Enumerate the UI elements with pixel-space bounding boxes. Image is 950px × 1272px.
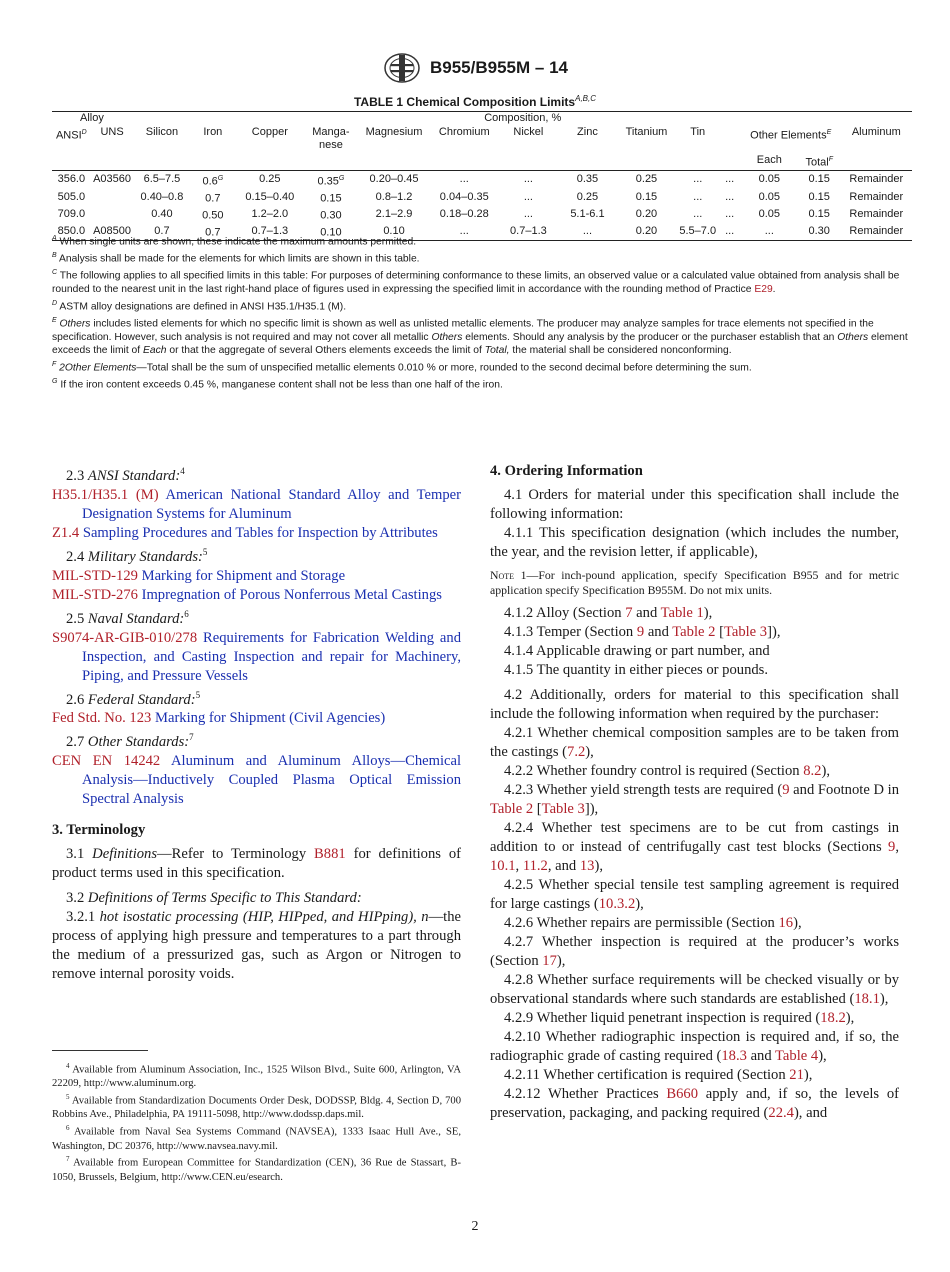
cell-zinc: 0.25 — [576, 190, 599, 203]
paragraph-4-2-7: 4.2.7 Whether inspection is required at the producer’s works (Section 17), — [490, 934, 899, 969]
paragraph-3-2-1: 3.2.1 hot isostatic processing (HIP, HIPped, and HIPping), n—the process of applying high pressure and temperatures to a part through the medium of a pressurized gas, such as Argon or Nitrogen to remove internal porosity voids. — [52, 909, 461, 983]
cell-each: 0.05 — [758, 173, 781, 186]
paragraph-4-2-11: 4.2.11 Whether certification is required (Section 21), — [504, 1067, 813, 1083]
cell-chromium: 0.18–0.28 — [439, 207, 489, 220]
cell-tin: ... — [693, 207, 703, 220]
header-chromium: Chromium — [438, 125, 490, 138]
left-column — [52, 462, 461, 984]
cell-ansi: 356.0 — [57, 173, 86, 186]
cell-chromium: ... — [459, 173, 469, 186]
cell-copper: 0.15–0.40 — [245, 190, 295, 203]
paragraph-4-1-1: 4.1.1 This specification designation (which includes the number, the year, and the revision letter, if applicable), — [490, 525, 899, 560]
cell-iron: 0.7 — [190, 223, 235, 241]
cell-zinc: 5.1-6.1 — [570, 207, 605, 220]
link-16[interactable]: 16 — [778, 915, 794, 931]
table-footnote-a: $^A$ When single units are shown, these indicate the maximum amounts permitted. — [52, 235, 417, 248]
section-3-heading: 3. Terminology — [52, 822, 146, 839]
footnote-divider — [52, 1050, 148, 1051]
table-title-sup: A,B,C — [575, 94, 597, 103]
paragraph-4-2-10: 4.2.10 Whether radiographic inspection is required and, if so, the radiographic grade of casting required (18.3 and Table 4), — [490, 1029, 899, 1064]
cell-manganese: 0.10 — [304, 223, 357, 241]
table-column-header — [52, 126, 912, 153]
paragraph-4-2-9: 4.2.9 Whether liquid penetrant inspection is required (18.2), — [504, 1010, 855, 1026]
link-table-1[interactable]: Table 1 — [660, 605, 704, 621]
paragraph-3-1: 3.1 Definitions—Refer to Terminology B881 for definitions of product terms used in this specification. — [52, 846, 461, 882]
cell-aluminum: Remainder — [849, 190, 904, 203]
link-s9074[interactable]: S9074-AR-GIB-010/278 — [52, 629, 198, 646]
cell-blank: ... — [718, 223, 740, 241]
header-uns: UNS — [100, 125, 124, 138]
header-iron: Iron — [203, 125, 223, 138]
cell-titanium: 0.20 — [635, 207, 658, 220]
table-footnote-d: $^D$ ASTM alloy designations are defined in ANSI H35.1/H35.1 (M). — [52, 299, 347, 313]
paragraph-4-1: 4.1 Orders for material under this specification shall include the following information: — [490, 487, 899, 522]
table-row — [52, 206, 912, 223]
cell-each: 0.05 — [758, 207, 781, 220]
cell-magnesium: 0.10 — [357, 223, 430, 241]
link-h35[interactable]: H35.1/H35.1 (M) — [52, 486, 159, 503]
cell-blank: ... — [725, 207, 735, 220]
table-footnote-f: $^F$ 2Other Elements—Total shall be the sum of unspecified metallic elements 0.010 % or more, rounded to the second decimal before determining the sum. — [52, 360, 752, 374]
cell-silicon: 0.7 — [133, 223, 190, 241]
header-tin: Tin — [690, 125, 706, 138]
paragraph-4-2-8: 4.2.8 Whether surface requirements will be checked visually or by observational standards where such standards are established (18.1), — [490, 972, 899, 1007]
header-each: Each — [741, 153, 798, 171]
link-18-3[interactable]: 18.3 — [721, 1048, 747, 1064]
table-footnotes — [52, 232, 912, 392]
cell-total: 0.15 — [808, 207, 830, 220]
cell-silicon: 6.5–7.5 — [143, 173, 181, 186]
header-nickel: Nickel — [513, 125, 544, 138]
cell-aluminum: Remainder — [841, 223, 912, 241]
cell-titanium: 0.25 — [635, 173, 658, 186]
link-9[interactable]: 9 — [888, 839, 896, 855]
cell-nickel: ... — [523, 190, 533, 203]
link-z14[interactable]: Z1.4 — [52, 524, 80, 541]
page-header — [0, 52, 950, 84]
cell-ansi: 505.0 — [57, 190, 86, 203]
cell-tin: 5.5–7.0 — [677, 223, 718, 241]
cell-aluminum: Remainder — [849, 173, 904, 186]
page-footnote-5: $^5$ Available from Standardization Documents Order Desk, DODSSP, Bldg. 4, Section D, 700 Robbins Ave., Philadelphia, PA 19111-5098, http://www.dodssp.daps.mil. — [52, 1093, 461, 1121]
paragraph-4-2-4: 4.2.4 Whether test specimens are to be cut from castings in addition to or instead of centrifugally cast test blocks (Sections 9, 10.1, 11.2, and 13), — [490, 820, 899, 874]
cell-silicon: 0.40 — [151, 207, 173, 220]
cell-total: 0.30 — [798, 223, 841, 241]
link-table-2[interactable]: Table 2 — [672, 624, 716, 640]
link-11-2[interactable]: 11.2 — [522, 858, 548, 874]
link-9[interactable]: 9 — [782, 782, 790, 798]
cell-tin: ... — [693, 173, 703, 186]
link-8-2[interactable]: 8.2 — [803, 763, 822, 779]
paragraph-4-2-12: 4.2.12 Whether Practices B660 apply and, if so, the levels of preservation, packaging, and packing required (22.4), and — [490, 1086, 900, 1121]
cell-total: 0.15 — [808, 173, 830, 186]
cell-manganese: $0.35^G$ — [317, 174, 345, 188]
table-group-header — [52, 112, 912, 126]
page-footnote-6: $^6$ Available from Naval Sea Systems Command (NAVSEA), 1333 Isaac Hull Ave., SE, Washington, DC 20376, http://www.navsea.navy.mil. — [52, 1124, 461, 1152]
header-silicon: Silicon — [145, 125, 179, 138]
paragraph-4-1-5: 4.1.5 The quantity in either pieces or pounds. — [504, 662, 768, 678]
cell-ansi: 709.0 — [57, 207, 86, 220]
reference-fed-std-123: Fed Std. No. 123 Marking for Shipment (Civil Agencies) — [52, 710, 386, 727]
link-table-4[interactable]: Table 4 — [775, 1048, 819, 1064]
cell-aluminum: Remainder — [849, 207, 904, 220]
table-row — [52, 189, 912, 206]
header-composition: Composition, % — [133, 112, 912, 126]
link-section-7[interactable]: 7 — [625, 605, 633, 621]
cell-uns — [91, 206, 134, 223]
cell-each: ... — [741, 223, 798, 241]
cell-magnesium: 0.20–0.45 — [369, 173, 419, 186]
cell-blank: ... — [725, 190, 735, 203]
cell-blank: ... — [725, 173, 735, 186]
cell-manganese: 0.30 — [320, 209, 342, 222]
cell-uns — [91, 189, 134, 206]
link-table-2[interactable]: Table 2 — [490, 801, 534, 817]
section-4-heading: 4. Ordering Information — [490, 463, 643, 479]
header-copper: Copper — [251, 125, 288, 138]
cell-magnesium: 2.1–2.9 — [375, 207, 413, 220]
header-manganese: Manga- nese — [312, 125, 350, 151]
paragraph-4-2-2: 4.2.2 Whether foundry control is required (Section 8.2), — [504, 763, 830, 779]
paragraph-4-2-1: 4.2.1 Whether chemical composition samples are to be taken from the castings (7.2), — [490, 725, 899, 760]
cell-tin: ... — [693, 190, 703, 203]
cell-iron: $0.6^G$ — [202, 174, 224, 188]
table-title-text: TABLE 1 Chemical Composition Limits — [353, 95, 576, 109]
cell-total: 0.15 — [808, 190, 830, 203]
link-b660[interactable]: B660 — [666, 1086, 699, 1102]
link-10-3-2[interactable]: 10.3.2 — [598, 896, 636, 912]
cell-copper: 1.2–2.0 — [251, 207, 289, 220]
table-subheader — [52, 153, 912, 171]
link-b881[interactable]: B881 — [314, 846, 346, 863]
note-1: Note 1—For inch-pound application, specify Specification B955 and for metric application specify Specification B955M. Do not mix units. — [490, 568, 899, 597]
table-footnote-g: $^G$ If the iron content exceeds 0.45 %, manganese content shall not be less than one half of the iron. — [52, 377, 503, 391]
cell-nickel: ... — [523, 207, 533, 220]
cell-copper: 0.25 — [259, 173, 281, 186]
document-id: B955/B955M – 14 — [430, 58, 568, 77]
link-e29[interactable]: E29 — [754, 284, 773, 296]
cell-magnesium: 0.8–1.2 — [375, 190, 413, 203]
cell-uns: A03560 — [93, 173, 132, 186]
header-magnesium: Magnesium — [365, 125, 423, 138]
reference-mil-std-276: MIL-STD-276 Impregnation of Porous Nonferrous Metal Castings — [52, 586, 442, 603]
link-mil-std-129[interactable]: MIL-STD-129 — [52, 567, 138, 584]
link-13[interactable]: 13 — [579, 858, 595, 874]
page-footnote-7: $^7$ Available from European Committee for Standardization (CEN), 36 Rue de Stassart, B-1050, Brussels, Belgium, http://www.CEN.eu/esearch. — [52, 1155, 461, 1183]
table-footnote-c: $^C$ The following applies to all specified limits in this table: For purposes of determining conformance to these limits, an observed value or a calculated value obtained from analysis shall be rounded to the nearest unit in the last right-hand place of figures used in expressing the specified limit in accordance with the rounding method of Practice E29. — [52, 269, 900, 296]
paragraph-4-2-3: 4.2.3 Whether yield strength tests are required (9 and Footnote D in Table 2 [Table 3]), — [490, 782, 900, 817]
reference-s9074: S9074-AR-GIB-010/278 Requirements for Fabrication Welding and Inspection, and Casting Inspection and repair for Machinery, Piping, and Pressure Vessels — [52, 629, 461, 684]
link-mil-std-276[interactable]: MIL-STD-276 — [52, 586, 138, 603]
paragraph-4-1-4: 4.1.4 Applicable drawing or part number, and — [504, 643, 770, 659]
cell-chromium: ... — [431, 223, 498, 241]
cell-each: 0.05 — [758, 190, 781, 203]
link-18-2[interactable]: 18.2 — [820, 1010, 846, 1026]
cell-titanium: 0.20 — [616, 223, 677, 241]
header-alloy: Alloy — [52, 112, 133, 126]
paragraph-4-1-2: 4.1.2 Alloy (Section 7 and Table 1), — [504, 605, 713, 621]
link-cen-en-14242[interactable]: CEN EN 14242 — [52, 753, 161, 770]
cell-ansi: 850.0 — [52, 223, 91, 241]
link-section-9[interactable]: 9 — [636, 624, 645, 640]
right-column — [490, 462, 899, 1123]
header-other-elements: Other Elements$^E$ — [750, 128, 832, 142]
composition-table — [52, 111, 912, 241]
paragraph-4-2: 4.2 Additionally, orders for material to this specification shall include the following information when required by the purchaser: — [490, 687, 899, 722]
cell-silicon: 0.40–0.8 — [140, 190, 184, 203]
table-row — [52, 170, 912, 189]
page-footnote-4: $^4$ Available from Aluminum Association, Inc., 1525 Wilson Blvd., Suite 600, Arlington, VA 22209, http://www.aluminum.org. — [52, 1062, 461, 1090]
table-footnote-e: $^E$ Others includes listed elements for which no specific limit is shown as well as unlisted metallic elements. The producer may analyze samples for trace elements not specified in the specification. However, such analysis is not required and may not cover all metallic Others elements. Should any analysis by the producer or the purchaser establish that an Others element exceeds the limit of Each or that the aggregate of several Others elements exceeds the limit of Total, the material shall be considered nonconforming. — [52, 316, 908, 357]
header-titanium: Titanium — [625, 125, 668, 138]
cell-chromium: 0.04–0.35 — [439, 190, 489, 203]
paragraph-4-1-3: 4.1.3 Temper (Section 9 and Table 2 [Table 3]), — [504, 624, 781, 640]
link-21[interactable]: 21 — [789, 1067, 804, 1083]
table-title — [0, 94, 950, 109]
link-10-1[interactable]: 10.1 — [490, 858, 516, 874]
cell-iron: 0.50 — [202, 209, 224, 222]
link-fed-std-123[interactable]: Fed Std. No. 123 — [52, 710, 152, 727]
link-7-2[interactable]: 7.2 — [567, 744, 586, 760]
header-total: Total$^F$ — [798, 153, 841, 171]
reference-cen-en-14242: CEN EN 14242 Aluminum and Aluminum Alloys—Chemical Analysis—Inductively Coupled Plasma Optical Emission Spectral Analysis — [52, 753, 462, 808]
link-18-1[interactable]: 18.1 — [854, 991, 880, 1007]
cell-manganese: 0.15 — [320, 192, 342, 205]
reference-h35: H35.1/H35.1 (M) American National Standard Alloy and Temper Designation Systems for Aluminum — [52, 486, 461, 522]
cell-nickel: 0.7–1.3 — [498, 223, 559, 241]
page-footnotes — [52, 1060, 461, 1185]
header-zinc: Zinc — [577, 125, 598, 138]
reference-mil-std-129: MIL-STD-129 Marking for Shipment and Storage — [52, 567, 346, 584]
table-footnote-b: $^B$ Analysis shall be made for the elements for which limits are shown in this table. — [52, 252, 420, 265]
header-ansi: $ANSI^D$ — [55, 128, 87, 142]
section-2-4-heading: 2.4 Military Standards:$^5$ — [66, 546, 208, 565]
astm-logo-icon — [382, 52, 422, 84]
cell-titanium: 0.15 — [635, 190, 658, 203]
cell-iron: 0.7 — [205, 192, 221, 205]
cell-zinc: ... — [559, 223, 616, 241]
cell-uns: A08500 — [91, 223, 134, 241]
cell-zinc: 0.35 — [576, 173, 599, 186]
reference-z14: Z1.4 Sampling Procedures and Tables for Inspection by Attributes — [52, 524, 438, 541]
link-table-3[interactable]: Table 3 — [541, 801, 585, 817]
cell-nickel: ... — [523, 173, 533, 186]
paragraph-3-2: 3.2 Definitions of Terms Specific to This Standard: — [66, 890, 362, 907]
link-17[interactable]: 17 — [542, 953, 557, 969]
section-2-5-heading: 2.5 Naval Standard:$^6$ — [66, 608, 189, 627]
paragraph-4-2-5: 4.2.5 Whether special tensile test sampling agreement is required for large castings (10.3.2), — [490, 877, 899, 912]
link-22-4[interactable]: 22.4 — [768, 1105, 794, 1121]
paragraph-4-2-6: 4.2.6 Whether repairs are permissible (Section 16), — [504, 915, 802, 931]
section-2-7-heading: 2.7 Other Standards:$^7$ — [66, 732, 194, 751]
page-number: 2 — [471, 1219, 479, 1234]
section-2-3-heading: 2.3 ANSI Standard:$^4$ — [66, 466, 185, 484]
header-aluminum: Aluminum — [851, 125, 901, 138]
section-2-6-heading: 2.6 Federal Standard:$^5$ — [66, 689, 201, 708]
link-table-3[interactable]: Table 3 — [723, 624, 768, 640]
cell-copper: 0.7–1.3 — [235, 223, 304, 241]
